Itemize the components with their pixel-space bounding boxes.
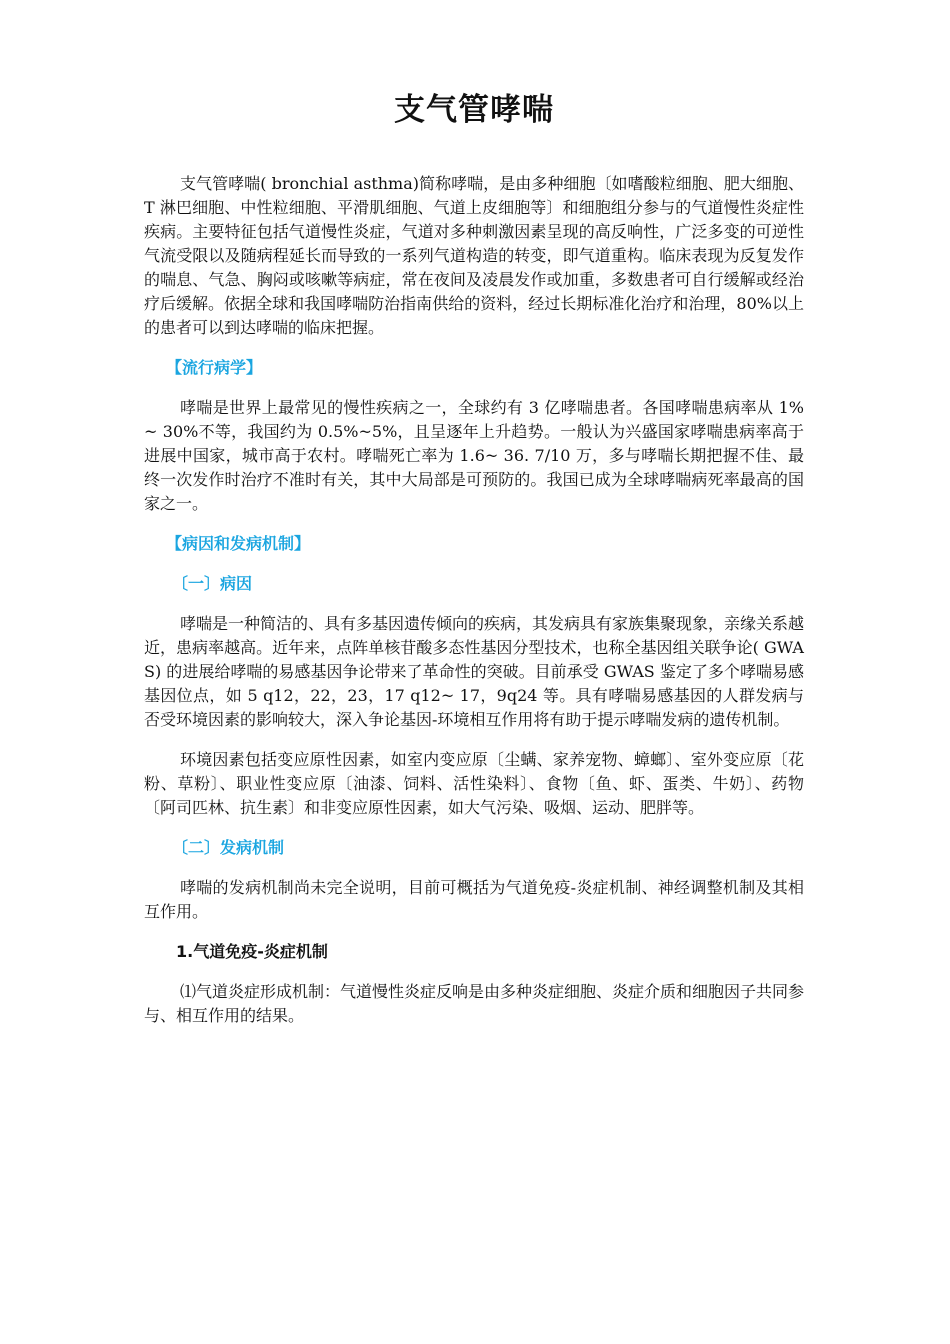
epidemiology-paragraph: 哮喘是世界上最常见的慢性疾病之一，全球约有 3 亿哮喘患者。各国哮喘患病率从 1%~ 30%不等，我国约为 0.5%~5%，且呈逐年上升趋势。一般认为兴盛国家哮喘患病率高于进展中国家，城市高于农村。哮喘死亡率为 1.6~ 36. 7/10 万，多与哮喘长期把握不佳、最终一次发作时治疗不准时有关，其中大局部是可预防的。我国已成为全球哮喘病死率最高的国家之一。 [144,398,804,513]
mechanism-paragraph: 哮喘的发病机制尚未完全说明，目前可概括为气道免疫-炎症机制、神经调整机制及其相互作用。 [144,878,804,921]
page-title: 支气管哮喘 [394,92,554,128]
etiology-heading: 【病因和发病机制】 [166,534,311,553]
immune-inflammation-heading: 1.气道免疫-炎症机制 [176,942,328,961]
cause-heading: 〔一〕病因 [172,574,253,593]
genetic-paragraph: 哮喘是一种简洁的、具有多基因遗传倾向的疾病，其发病具有家族集聚现象，亲缘关系越近，患病率越高。近年来，点阵单核苷酸多态性基因分型技术，也称全基因组关联争论( GWAS) 的进展给哮喘的易感基因争论带来了革命性的突破。目前承受 GWAS 鉴定了多个哮喘易感基因位点，如 5 q12，22，23，17 q12~ 17，9q24 等。具有哮喘易感基因的人群发病与否受环境因素的影响较大，深入争论基因-环境相互作用将有助于提示哮喘发病的遗传机制。 [144,614,805,729]
inflammation-paragraph: ⑴气道炎症形成机制：气道慢性炎症反响是由多种炎症细胞、炎症介质和细胞因子共同参与、相互作用的结果。 [144,982,805,1025]
environment-paragraph: 环境因素包括变应原性因素，如室内变应原〔尘螨、家养宠物、蟑螂〕、室外变应原〔花粉、草粉〕、职业性变应原〔油漆、饲料、活性染料〕、食物〔鱼、虾、蛋类、牛奶〕、药物〔阿司匹林、抗生素〕和非变应原性因素，如大气污染、吸烟、运动、肥胖等。 [144,750,804,817]
document-page [144,88,804,1044]
mechanism-heading: 〔二〕发病机制 [172,838,285,857]
epidemiology-heading: 【流行病学】 [166,358,263,377]
intro-paragraph: 支气管哮喘( bronchial asthma)简称哮喘，是由多种细胞〔如嗜酸粒细胞、肥大细胞、T 淋巴细胞、中性粒细胞、平滑肌细胞、气道上皮细胞等〕和细胞组分参与的气道慢性炎症性疾病。主要特征包括气道慢性炎症，气道对多种刺激因素呈现的高反响性，广泛多变的可逆性气流受限以及随病程延长而导致的一系列气道构造的转变，即气道重构。临床表现为反复发作的喘息、气急、胸闷或咳嗽等病症，常在夜间及凌晨发作或加重，多数患者可自行缓解或经治疗后缓解。依据全球和我国哮喘防治指南供给的资料，经过长期标准化治疗和治理，80%以上的患者可以到达哮喘的临床把握。 [144,174,804,337]
